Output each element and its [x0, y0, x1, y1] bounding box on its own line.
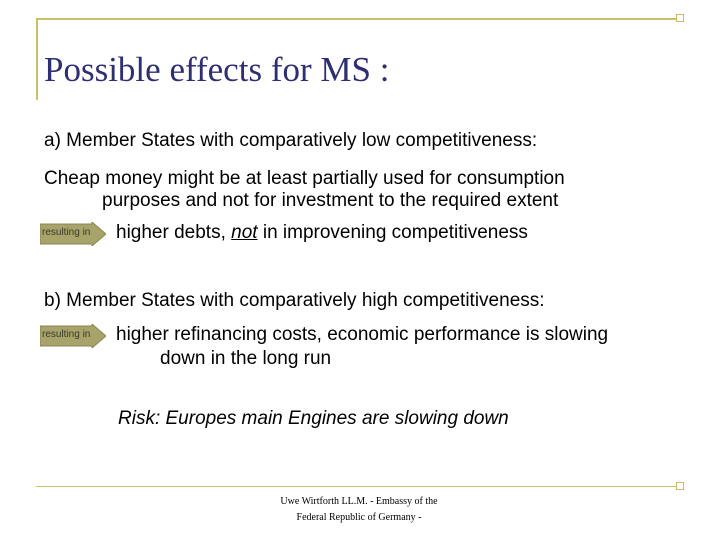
resulting-in-arrow-a — [40, 222, 106, 246]
result-b-line-1: higher refinancing costs, economic performance is slowing — [116, 324, 609, 345]
slide-title: Possible effects for MS : — [44, 50, 390, 89]
section-a-line-2: purposes and not for investment to the required extent — [102, 190, 559, 211]
result-a-suffix: in improvening competitiveness — [257, 222, 528, 243]
section-a-heading: a) Member States with comparatively low competitiveness: — [44, 130, 538, 151]
result-a-emphasis: not — [231, 222, 258, 243]
arrow-label: resulting in — [42, 329, 91, 340]
section-a-line-1: Cheap money might be at least partially used for consumption — [44, 168, 565, 189]
bottom-rule — [36, 486, 680, 487]
result-a — [116, 222, 528, 244]
bottom-rule-end-square — [676, 482, 684, 490]
resulting-in-arrow-b — [40, 324, 106, 348]
result-a-prefix: higher debts, — [116, 222, 232, 243]
risk-statement: Risk: Europes main Engines are slowing down — [118, 408, 509, 429]
footer-line-1: Uwe Wirtforth LL.M. - Embassy of the — [280, 496, 438, 507]
top-rule-end-square — [676, 14, 684, 22]
top-rule — [36, 18, 680, 20]
footer — [236, 494, 482, 526]
left-rule — [36, 18, 38, 100]
section-b-heading: b) Member States with comparatively high competitiveness: — [44, 290, 545, 311]
arrow-label: resulting in — [42, 227, 91, 238]
footer-line-2: Federal Republic of Germany - — [296, 512, 422, 523]
result-b-line-2: down in the long run — [160, 348, 332, 369]
